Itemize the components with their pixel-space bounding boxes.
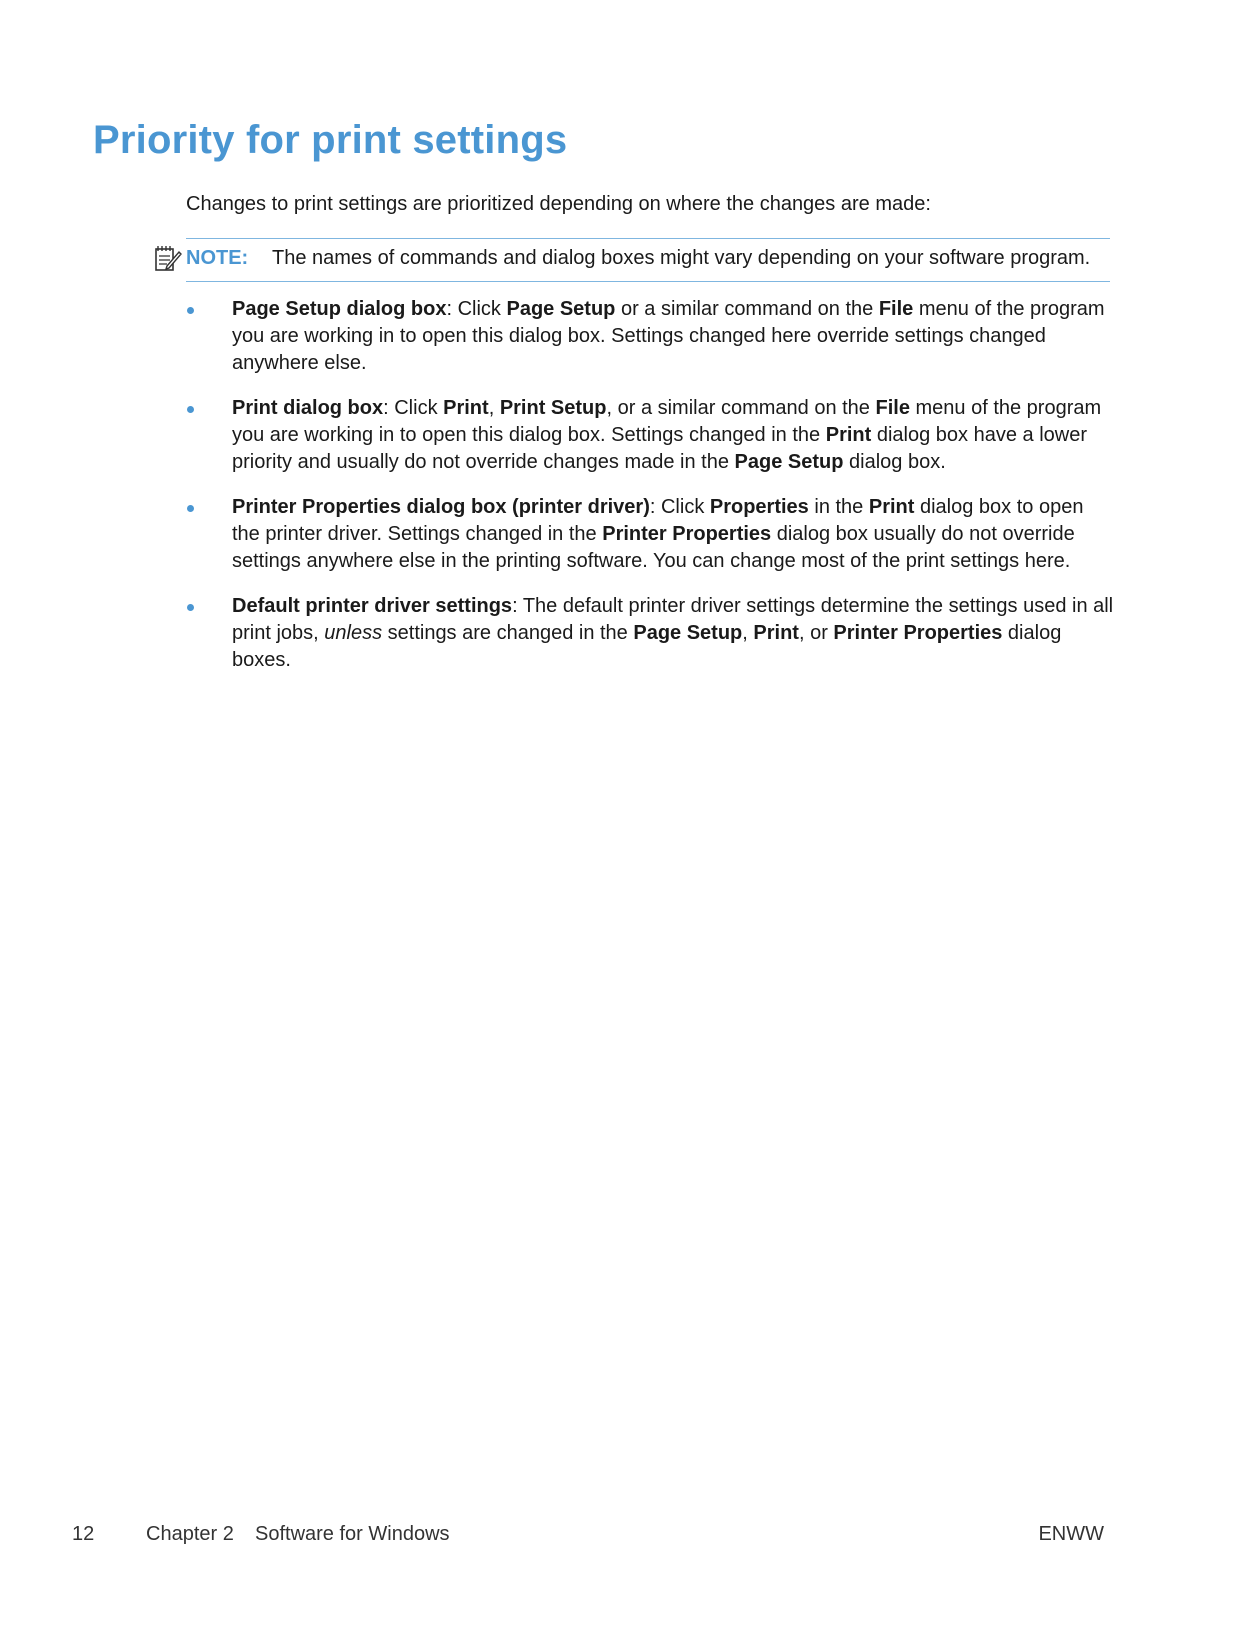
bullet-text: menu of the program you are working in to open this dialog box. Settings changed in the xyxy=(232,397,1102,446)
bullet-text: , xyxy=(488,397,500,419)
bullet-text: , or a similar command on the xyxy=(606,397,876,419)
bullet-bold: File xyxy=(875,397,910,419)
bullet-text: dialog box to open the printer driver. Settings changed in the xyxy=(232,496,1084,545)
bullet-term: Print dialog box xyxy=(232,397,384,419)
bullet-text: dialog box usually do not override settings anywhere else in the printing software. You can change most of the print settings here. xyxy=(232,523,1075,572)
bullet-text: : Click xyxy=(383,397,444,419)
bullet-text: : The default printer driver settings determine the settings used in all print jobs, xyxy=(232,595,1114,644)
bullet-bold: Print xyxy=(753,622,799,644)
bullet-icon xyxy=(187,505,194,512)
bullet-bold: Page Setup xyxy=(506,298,616,320)
bullet-text: , or xyxy=(798,622,834,644)
bullet-bold: Print xyxy=(443,397,489,419)
list-item-default-driver xyxy=(186,593,1116,674)
bullet-bold: Print xyxy=(868,496,915,518)
note-icon xyxy=(153,243,183,273)
bullet-bold: Page Setup xyxy=(734,451,844,473)
bullet-bold: Printer Properties xyxy=(602,523,772,545)
footer-chapter: Chapter 2 xyxy=(146,1523,234,1545)
footer-page-number: 12 xyxy=(72,1523,95,1545)
bullet-bold: Page Setup xyxy=(633,622,743,644)
bullet-icon xyxy=(187,406,194,413)
note-box xyxy=(186,238,1110,282)
intro-paragraph: Changes to print settings are prioritized depending on where the changes are made: xyxy=(186,193,931,215)
bullet-term: Default printer driver settings xyxy=(232,595,513,617)
bullet-icon xyxy=(187,604,194,611)
bullet-text: , xyxy=(742,622,754,644)
bullet-bold: Print xyxy=(825,424,872,446)
note-text: The names of commands and dialog boxes might vary depending on your software program. xyxy=(272,247,1091,269)
bullet-bold: Printer Properties xyxy=(833,622,1003,644)
bullet-text: settings are changed in the xyxy=(382,622,634,644)
note-label: NOTE: xyxy=(186,247,249,269)
bullet-text: or a similar command on the xyxy=(615,298,879,320)
bullet-bold: File xyxy=(878,298,914,320)
bullet-icon xyxy=(187,307,194,314)
bullet-text: dialog boxes. xyxy=(232,622,1062,671)
footer-section: Software for Windows xyxy=(255,1523,450,1545)
bullet-bold: Properties xyxy=(709,496,809,518)
bullet-bold: Print Setup xyxy=(499,397,607,419)
page-title: Priority for print settings xyxy=(93,118,568,162)
bullet-term: Page Setup dialog box xyxy=(232,298,447,320)
bullet-italic: unless xyxy=(324,622,383,644)
bullet-text: in the xyxy=(808,496,869,518)
bullet-term: Printer Properties dialog box (printer driver) xyxy=(232,496,650,518)
bullet-text: dialog box have a lower priority and usually do not override changes made in the xyxy=(232,424,1087,473)
list-item-print-dialog xyxy=(186,395,1116,476)
list-item-printer-properties xyxy=(186,494,1116,575)
footer-code: ENWW xyxy=(1038,1523,1104,1545)
list-item-page-setup xyxy=(186,296,1116,377)
bullet-text: : Click xyxy=(649,496,710,518)
settings-priority-list xyxy=(186,296,1116,692)
bullet-text: dialog box. xyxy=(843,451,946,473)
bullet-text: : Click xyxy=(446,298,507,320)
bullet-text: menu of the program you are working in to open this dialog box. Settings changed here override settings changed anywhere else. xyxy=(232,298,1105,374)
